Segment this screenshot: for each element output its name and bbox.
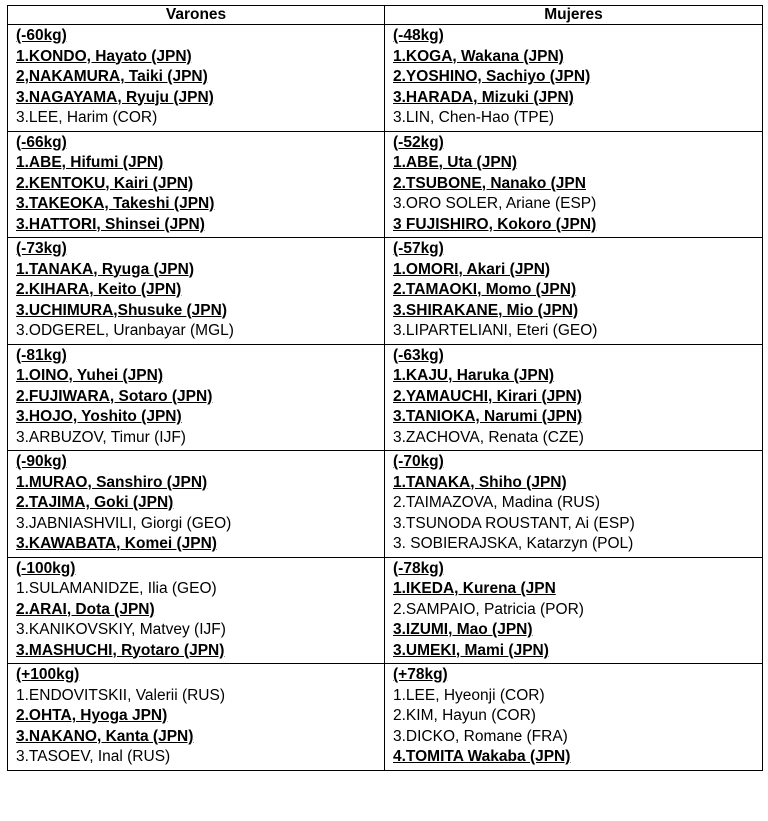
- weight-class-label: (-48kg): [393, 27, 444, 44]
- men-weight-class-cell: [8, 664, 385, 771]
- medalist-entry: 3.ARBUZOV, Timur (IJF): [16, 428, 186, 446]
- medalist-entry: 2.TAMAOKI, Momo (JPN): [393, 281, 577, 298]
- medalist-entry: 2.KIHARA, Keito (JPN): [16, 281, 182, 298]
- men-weight-class-cell: [8, 344, 385, 451]
- medalist-entry: 1.KAJU, Haruka (JPN): [393, 367, 555, 384]
- men-weight-class-cell: [8, 557, 385, 664]
- medalist-entry: 3.NAGAYAMA, Ryuju (JPN): [16, 88, 214, 106]
- medalist-entry: 2.OHTA, Hyoga JPN): [16, 707, 168, 724]
- women-weight-class-cell: [385, 25, 763, 132]
- medalist-entry: 1.OINO, Yuhei (JPN): [16, 367, 164, 384]
- medalist-entry: 1.ENDOVITSKII, Valerii (RUS): [16, 686, 226, 704]
- header-men: Varones: [8, 6, 385, 25]
- weight-class-label: (+78kg): [393, 666, 448, 683]
- medalist-entry: 1.ABE, Hifumi (JPN): [16, 154, 164, 171]
- medalist-entry: 3.HOJO, Yoshito (JPN): [16, 408, 182, 425]
- medalist-entry: 3.LIN, Chen-Hao (TPE): [393, 109, 555, 126]
- medalist-entry: 3.MASHUCHI, Ryotaro (JPN): [16, 641, 225, 659]
- women-weight-class-cell: [385, 664, 763, 771]
- men-weight-class-cell: [8, 451, 385, 558]
- medalist-entry: 3.HATTORI, Shinsei (JPN): [16, 215, 205, 233]
- table-row: [8, 557, 763, 664]
- medalist-entry: 1.SULAMANIDZE, Ilia (GEO): [16, 580, 217, 597]
- weight-class-label: (-57kg): [393, 240, 444, 257]
- medalist-entry: 2.TAIMAZOVA, Madina (RUS): [393, 494, 600, 511]
- weight-class-label: (-70kg): [393, 453, 444, 470]
- table-row: [8, 238, 763, 345]
- weight-class-label: (-90kg): [16, 453, 67, 470]
- medalist-entry: 2.TAJIMA, Goki (JPN): [16, 494, 174, 511]
- medalist-entry: 1.ABE, Uta (JPN): [393, 154, 518, 171]
- medalist-entry: 3.IZUMI, Mao (JPN): [393, 621, 533, 638]
- table-row: [8, 451, 763, 558]
- medalist-entry: 2.YOSHINO, Sachiyo (JPN): [393, 68, 591, 85]
- medalist-entry: 3.UMEKI, Mami (JPN): [393, 641, 549, 659]
- medalist-entry: 3.TAKEOKA, Takeshi (JPN): [16, 195, 215, 212]
- table-row: [8, 25, 763, 132]
- weight-class-label: (-81kg): [16, 346, 67, 364]
- women-weight-class-cell: [385, 238, 763, 345]
- medalist-entry: 3.NAKANO, Kanta (JPN): [16, 727, 194, 745]
- medalist-entry: 1.IKEDA, Kurena (JPN: [393, 580, 556, 597]
- women-weight-class-cell: [385, 451, 763, 558]
- men-weight-class-cell: [8, 131, 385, 238]
- medalist-entry: 2.TSUBONE, Nanako (JPN: [393, 174, 586, 192]
- medalist-entry: 3.ORO SOLER, Ariane (ESP): [393, 195, 597, 212]
- medalist-entry: 3.LIPARTELIANI, Eteri (GEO): [393, 322, 598, 339]
- table-row: [8, 344, 763, 451]
- men-weight-class-cell: [8, 238, 385, 345]
- results-table: [7, 5, 763, 771]
- medalist-entry: 2.SAMPAIO, Patricia (POR): [393, 600, 584, 618]
- medalist-entry: 1.MURAO, Sanshiro (JPN): [16, 473, 208, 491]
- medalist-entry: 2.YAMAUCHI, Kirari (JPN): [393, 387, 582, 405]
- medalist-entry: 2.ARAI, Dota (JPN): [16, 600, 155, 618]
- table-row: [8, 664, 763, 771]
- weight-class-label: (-63kg): [393, 346, 444, 364]
- medalist-entry: 3.HARADA, Mizuki (JPN): [393, 88, 574, 106]
- medalist-entry: 3.ZACHOVA, Renata (CZE): [393, 428, 584, 446]
- header-women: Mujeres: [385, 6, 763, 25]
- medalist-entry: 1.KONDO, Hayato (JPN): [16, 47, 192, 65]
- medalist-entry: 2.KIM, Hayun (COR): [393, 707, 536, 724]
- weight-class-label: (-52kg): [393, 133, 444, 151]
- weight-class-label: (-73kg): [16, 240, 67, 257]
- medalist-entry: 3.LEE, Harim (COR): [16, 109, 158, 126]
- medalist-entry: 3.UCHIMURA,Shusuke (JPN): [16, 301, 227, 319]
- medalist-entry: 3.TANIOKA, Narumi (JPN): [393, 408, 583, 425]
- medalist-entry: 2.KENTOKU, Kairi (JPN): [16, 174, 194, 192]
- medalist-entry: 3. SOBIERAJSKA, Katarzyn (POL): [393, 535, 634, 552]
- women-weight-class-cell: [385, 131, 763, 238]
- medalist-entry: 3.JABNIASHVILI, Giorgi (GEO): [16, 514, 232, 532]
- medalist-entry: 1.TANAKA, Shiho (JPN): [393, 473, 567, 491]
- weight-class-label: (-78kg): [393, 559, 444, 577]
- header-row: [8, 6, 763, 25]
- medalist-entry: 3 FUJISHIRO, Kokoro (JPN): [393, 215, 597, 233]
- medalist-entry: 1.LEE, Hyeonji (COR): [393, 686, 545, 704]
- medalist-entry: 1.TANAKA, Ryuga (JPN): [16, 260, 194, 278]
- weight-class-label: (-60kg): [16, 27, 67, 44]
- women-weight-class-cell: [385, 344, 763, 451]
- women-weight-class-cell: [385, 557, 763, 664]
- medalist-entry: 1.KOGA, Wakana (JPN): [393, 47, 564, 65]
- table-row: [8, 131, 763, 238]
- medalist-entry: 3.KAWABATA, Komei (JPN): [16, 535, 217, 552]
- medalist-entry: 1.OMORI, Akari (JPN): [393, 260, 551, 278]
- weight-class-label: (+100kg): [16, 666, 80, 683]
- medalist-entry: 3.ODGEREL, Uranbayar (MGL): [16, 322, 234, 339]
- medalist-entry: 3.KANIKOVSKIY, Matvey (IJF): [16, 621, 226, 638]
- medalist-entry: 3.SHIRAKANE, Mio (JPN): [393, 301, 579, 319]
- medalist-entry: 4.TOMITA Wakaba (JPN): [393, 748, 571, 765]
- weight-class-label: (-66kg): [16, 133, 67, 151]
- medalist-entry: 3.TSUNODA ROUSTANT, Ai (ESP): [393, 514, 635, 532]
- medalist-entry: 3.DICKO, Romane (FRA): [393, 727, 568, 745]
- medalist-entry: 2.FUJIWARA, Sotaro (JPN): [16, 387, 213, 405]
- medalist-entry: 3.TASOEV, Inal (RUS): [16, 748, 171, 765]
- weight-class-label: (-100kg): [16, 559, 76, 577]
- men-weight-class-cell: [8, 25, 385, 132]
- medalist-entry: 2,NAKAMURA, Taiki (JPN): [16, 68, 208, 85]
